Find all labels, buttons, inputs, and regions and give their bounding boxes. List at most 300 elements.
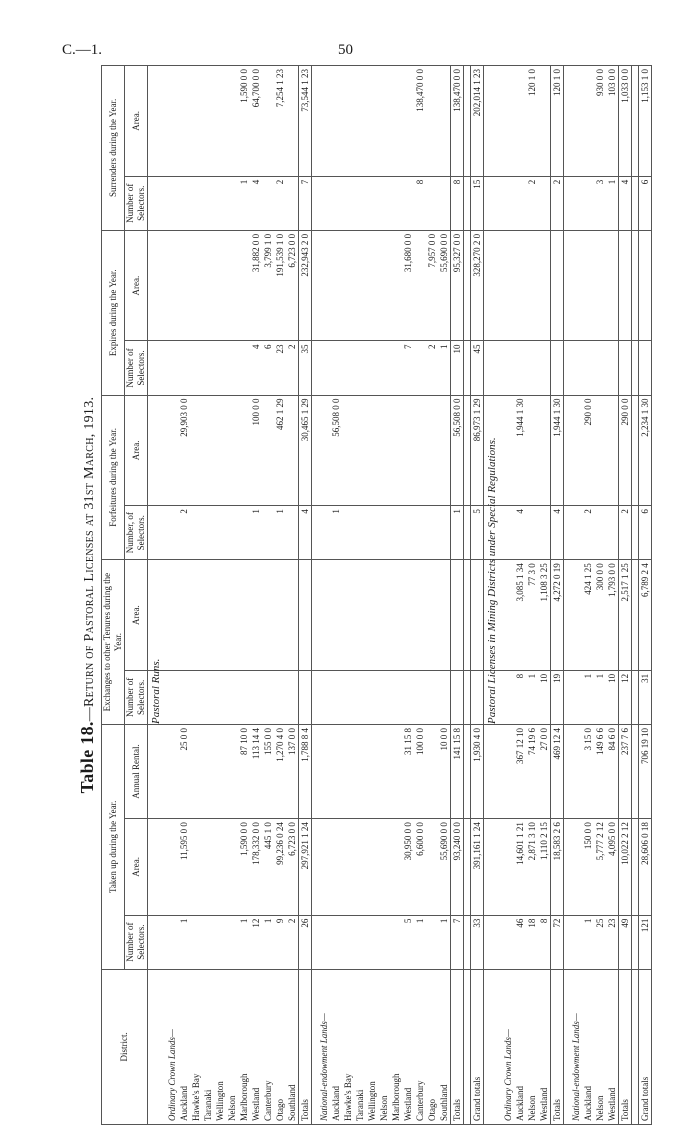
value-cell: 2 bbox=[286, 341, 299, 395]
district-cell: Southland bbox=[438, 969, 451, 1124]
value-cell bbox=[402, 395, 414, 506]
section-banner: Pastoral Licenses in Mining Districts under Special Regulations. bbox=[486, 437, 498, 724]
empty-cell bbox=[166, 176, 178, 230]
value-cell bbox=[330, 560, 342, 671]
value-cell bbox=[178, 670, 190, 724]
value-cell: 3,085 1 34 bbox=[514, 560, 526, 671]
value-cell: 469 12 4 bbox=[551, 724, 564, 818]
value-cell: 87 10 0 bbox=[238, 724, 250, 818]
value-cell bbox=[354, 724, 366, 818]
value-cell bbox=[354, 395, 366, 506]
table-row bbox=[214, 66, 226, 1125]
value-cell: 232,943 2 0 bbox=[299, 230, 312, 341]
grand-totals-row bbox=[471, 66, 484, 1125]
banner-cell bbox=[148, 658, 167, 724]
value-cell bbox=[378, 230, 390, 341]
value-cell: 6 bbox=[639, 176, 652, 230]
value-cell bbox=[551, 341, 564, 395]
value-cell: 1,108 3 25 bbox=[538, 560, 551, 671]
value-cell bbox=[330, 670, 342, 724]
surrenders-header: Surrenders during the Year. bbox=[102, 66, 125, 231]
value-cell: 25 0 0 bbox=[178, 724, 190, 818]
value-cell bbox=[390, 724, 402, 818]
value-cell bbox=[202, 670, 214, 724]
value-cell bbox=[390, 66, 402, 177]
empty-cell bbox=[632, 560, 639, 671]
value-cell: 7 bbox=[299, 176, 312, 230]
value-cell bbox=[262, 66, 274, 177]
value-cell bbox=[378, 341, 390, 395]
value-cell bbox=[366, 506, 378, 560]
value-cell bbox=[594, 506, 606, 560]
value-cell: 25 bbox=[594, 915, 606, 969]
value-cell: 5,777 2 12 bbox=[594, 819, 606, 915]
value-cell: 2 bbox=[619, 506, 632, 560]
empty-cell bbox=[502, 915, 514, 969]
value-cell: 10 bbox=[538, 670, 551, 724]
empty-cell bbox=[632, 506, 639, 560]
empty-cell bbox=[166, 915, 178, 969]
value-cell: 1,793 0 0 bbox=[606, 560, 619, 671]
empty-cell bbox=[464, 506, 471, 560]
value-cell: 1 bbox=[451, 506, 464, 560]
value-cell: 77 3 0 bbox=[526, 560, 538, 671]
value-cell bbox=[342, 724, 354, 818]
value-cell bbox=[238, 670, 250, 724]
value-cell bbox=[366, 670, 378, 724]
value-cell bbox=[451, 670, 464, 724]
value-cell bbox=[402, 506, 414, 560]
banner-spacer bbox=[484, 819, 503, 915]
value-cell bbox=[354, 670, 366, 724]
empty-cell bbox=[166, 724, 178, 818]
value-cell: 18,583 2 6 bbox=[551, 819, 564, 915]
empty-cell bbox=[464, 819, 471, 915]
district-cell: Grand totals bbox=[639, 969, 652, 1124]
value-cell bbox=[354, 230, 366, 341]
value-cell bbox=[354, 560, 366, 671]
empty-cell bbox=[502, 66, 514, 177]
value-cell: 113 14 4 bbox=[250, 724, 262, 818]
value-cell: 290 0 0 bbox=[582, 395, 594, 506]
table-row bbox=[342, 66, 354, 1125]
value-cell bbox=[190, 915, 202, 969]
value-cell: 1 bbox=[438, 915, 451, 969]
district-cell: Totals bbox=[299, 969, 312, 1124]
value-cell: 55,690 0 0 bbox=[438, 819, 451, 915]
value-cell: 391,161 1 24 bbox=[471, 819, 484, 915]
value-cell bbox=[414, 670, 426, 724]
value-cell: 72 bbox=[551, 915, 564, 969]
value-cell bbox=[178, 341, 190, 395]
value-cell: 45 bbox=[471, 341, 484, 395]
value-cell bbox=[226, 66, 238, 177]
value-cell bbox=[354, 341, 366, 395]
empty-cell bbox=[502, 176, 514, 230]
value-cell bbox=[378, 819, 390, 915]
table-row bbox=[426, 66, 438, 1125]
empty-cell bbox=[570, 341, 582, 395]
grand-totals-row bbox=[639, 66, 652, 1125]
land-group-heading-row bbox=[318, 66, 330, 1125]
value-cell bbox=[330, 230, 342, 341]
table-row bbox=[226, 66, 238, 1125]
value-cell bbox=[342, 506, 354, 560]
value-cell: 55,690 0 0 bbox=[438, 230, 451, 341]
value-cell: 4 bbox=[299, 506, 312, 560]
value-cell: 1 bbox=[438, 341, 451, 395]
value-cell bbox=[619, 230, 632, 341]
empty-cell bbox=[570, 230, 582, 341]
empty-cell bbox=[166, 341, 178, 395]
value-cell: 1,930 4 0 bbox=[471, 724, 484, 818]
district-cell: Westland bbox=[250, 969, 262, 1124]
value-cell bbox=[226, 560, 238, 671]
value-cell bbox=[190, 670, 202, 724]
table-row bbox=[202, 66, 214, 1125]
district-cell: Westland bbox=[538, 969, 551, 1124]
value-cell: 31 bbox=[639, 670, 652, 724]
value-cell bbox=[414, 395, 426, 506]
value-cell bbox=[202, 560, 214, 671]
banner-spacer bbox=[148, 395, 167, 506]
value-cell bbox=[402, 560, 414, 671]
empty-cell bbox=[632, 176, 639, 230]
value-cell bbox=[202, 395, 214, 506]
district-cell: Auckland bbox=[330, 969, 342, 1124]
value-cell: 100 0 0 bbox=[250, 395, 262, 506]
table-row bbox=[354, 66, 366, 1125]
banner-spacer bbox=[484, 724, 503, 818]
value-cell bbox=[354, 915, 366, 969]
empty-cell bbox=[166, 819, 178, 915]
table-row bbox=[594, 66, 606, 1125]
empty-cell bbox=[502, 819, 514, 915]
value-cell: 1,033 0 0 bbox=[619, 66, 632, 177]
value-cell: 445 1 0 bbox=[262, 819, 274, 915]
land-group-heading-row bbox=[166, 66, 178, 1125]
exchange-area-header: Area. bbox=[125, 560, 148, 671]
table-body bbox=[148, 66, 652, 1125]
value-cell bbox=[299, 670, 312, 724]
value-cell bbox=[514, 176, 526, 230]
value-cell: 10 bbox=[606, 670, 619, 724]
table-row bbox=[438, 66, 451, 1125]
value-cell bbox=[378, 915, 390, 969]
value-cell: 150 0 0 bbox=[582, 819, 594, 915]
empty-cell bbox=[502, 230, 514, 341]
table-row bbox=[402, 66, 414, 1125]
value-cell: 4 bbox=[619, 176, 632, 230]
forfeit-number-header: Number, of Selectors. bbox=[125, 506, 148, 560]
value-cell bbox=[342, 560, 354, 671]
value-cell bbox=[342, 395, 354, 506]
value-cell bbox=[438, 66, 451, 177]
value-cell bbox=[526, 341, 538, 395]
value-cell bbox=[390, 670, 402, 724]
empty-cell bbox=[632, 395, 639, 506]
empty-cell bbox=[464, 670, 471, 724]
value-cell: 1 bbox=[606, 176, 619, 230]
value-cell bbox=[342, 66, 354, 177]
empty-cell bbox=[502, 506, 514, 560]
value-cell: 137 0 0 bbox=[286, 724, 299, 818]
table-row bbox=[514, 66, 526, 1125]
value-cell: 300 0 0 bbox=[594, 560, 606, 671]
value-cell bbox=[551, 230, 564, 341]
value-cell: 11,595 0 0 bbox=[178, 819, 190, 915]
value-cell: 93,240 0 0 bbox=[451, 819, 464, 915]
value-cell: 2 bbox=[526, 176, 538, 230]
empty-cell bbox=[570, 724, 582, 818]
value-cell bbox=[426, 670, 438, 724]
value-cell bbox=[390, 230, 402, 341]
empty-cell bbox=[166, 506, 178, 560]
value-cell bbox=[286, 176, 299, 230]
value-cell bbox=[190, 819, 202, 915]
value-cell: 462 1 29 bbox=[274, 395, 286, 506]
value-cell: 7 bbox=[451, 915, 464, 969]
table-title-text: —Return of Pastoral Licenses at 31st March, 1913. bbox=[82, 396, 97, 722]
expire-number-header: Number of Selectors. bbox=[125, 341, 148, 395]
exchange-number-header: Number of Selectors. bbox=[125, 670, 148, 724]
value-cell bbox=[366, 66, 378, 177]
value-cell bbox=[214, 66, 226, 177]
value-cell bbox=[471, 560, 484, 671]
table-row bbox=[378, 66, 390, 1125]
value-cell: 1,944 1 30 bbox=[514, 395, 526, 506]
value-cell bbox=[366, 395, 378, 506]
value-cell: 3 15 0 bbox=[582, 724, 594, 818]
value-cell: 6 bbox=[262, 341, 274, 395]
value-cell bbox=[514, 66, 526, 177]
value-cell bbox=[286, 395, 299, 506]
value-cell bbox=[238, 506, 250, 560]
value-cell bbox=[286, 560, 299, 671]
value-cell: 2,234 1 30 bbox=[639, 395, 652, 506]
value-cell: 138,470 0 0 bbox=[414, 66, 426, 177]
forfeit-area-header: Area. bbox=[125, 395, 148, 506]
value-cell: 1,788 8 4 bbox=[299, 724, 312, 818]
value-cell bbox=[330, 819, 342, 915]
value-cell: 2,871 3 10 bbox=[526, 819, 538, 915]
value-cell bbox=[330, 341, 342, 395]
empty-cell bbox=[632, 341, 639, 395]
value-cell bbox=[286, 66, 299, 177]
empty-cell bbox=[166, 670, 178, 724]
empty-cell bbox=[570, 176, 582, 230]
table-row bbox=[286, 66, 299, 1125]
value-cell bbox=[226, 230, 238, 341]
value-cell bbox=[202, 176, 214, 230]
spacer-row bbox=[464, 66, 471, 1125]
value-cell bbox=[226, 176, 238, 230]
expire-area-header: Area. bbox=[125, 230, 148, 341]
header-row-groups bbox=[102, 66, 125, 1125]
value-cell: 1 bbox=[594, 670, 606, 724]
land-group-heading: National-endowment Lands— bbox=[570, 969, 582, 1124]
value-cell bbox=[402, 176, 414, 230]
expires-header: Expires during the Year. bbox=[102, 230, 125, 395]
value-cell bbox=[366, 724, 378, 818]
district-cell: Taranaki bbox=[202, 969, 214, 1124]
value-cell: 1 bbox=[582, 915, 594, 969]
value-cell bbox=[378, 66, 390, 177]
value-cell bbox=[214, 819, 226, 915]
value-cell: 120 1 0 bbox=[551, 66, 564, 177]
table-row bbox=[366, 66, 378, 1125]
land-group-heading-row bbox=[502, 66, 514, 1125]
value-cell bbox=[238, 560, 250, 671]
value-cell bbox=[514, 230, 526, 341]
value-cell: 141 15 8 bbox=[451, 724, 464, 818]
empty-cell bbox=[318, 915, 330, 969]
value-cell bbox=[262, 506, 274, 560]
value-cell bbox=[262, 560, 274, 671]
value-cell bbox=[366, 341, 378, 395]
value-cell: 6,789 2 4 bbox=[639, 560, 652, 671]
value-cell: 5 bbox=[471, 506, 484, 560]
value-cell bbox=[366, 915, 378, 969]
district-cell: Nelson bbox=[226, 969, 238, 1124]
value-cell bbox=[299, 560, 312, 671]
value-cell bbox=[178, 176, 190, 230]
empty-cell bbox=[318, 395, 330, 506]
value-cell bbox=[354, 819, 366, 915]
value-cell bbox=[414, 230, 426, 341]
banner-spacer bbox=[148, 341, 167, 395]
value-cell: 7,957 0 0 bbox=[426, 230, 438, 341]
banner-spacer bbox=[484, 915, 503, 969]
value-cell bbox=[354, 176, 366, 230]
value-cell bbox=[582, 341, 594, 395]
value-cell: 28,606 0 18 bbox=[639, 819, 652, 915]
district-cell: Westland bbox=[606, 969, 619, 1124]
value-cell bbox=[378, 670, 390, 724]
empty-cell bbox=[166, 395, 178, 506]
value-cell: 3 bbox=[594, 176, 606, 230]
district-cell: Southland bbox=[286, 969, 299, 1124]
banner-cell bbox=[484, 437, 503, 724]
value-cell: 49 bbox=[619, 915, 632, 969]
value-cell: 29,903 0 0 bbox=[178, 395, 190, 506]
value-cell bbox=[342, 176, 354, 230]
banner-spacer bbox=[148, 66, 167, 177]
value-cell bbox=[594, 395, 606, 506]
value-cell: 4 bbox=[250, 176, 262, 230]
value-cell: 2,517 1 25 bbox=[619, 560, 632, 671]
banner-spacer bbox=[484, 341, 503, 395]
value-cell bbox=[402, 670, 414, 724]
value-cell: 1,270 4 0 bbox=[274, 724, 286, 818]
value-cell bbox=[390, 176, 402, 230]
table-row bbox=[330, 66, 342, 1125]
value-cell bbox=[390, 819, 402, 915]
value-cell: 10 0 0 bbox=[438, 724, 451, 818]
empty-cell bbox=[632, 915, 639, 969]
table-row bbox=[526, 66, 538, 1125]
table-row bbox=[262, 66, 274, 1125]
value-cell: 95,327 0 0 bbox=[451, 230, 464, 341]
empty-cell bbox=[464, 176, 471, 230]
value-cell bbox=[286, 506, 299, 560]
value-cell: 1 bbox=[414, 915, 426, 969]
value-cell bbox=[390, 395, 402, 506]
banner-spacer bbox=[484, 230, 503, 341]
empty-cell bbox=[464, 560, 471, 671]
section-banner-row bbox=[148, 66, 167, 1125]
value-cell: 1,590 0 0 bbox=[238, 66, 250, 177]
value-cell: 73,544 1 23 bbox=[299, 66, 312, 177]
value-cell: 1,590 0 0 bbox=[238, 819, 250, 915]
value-cell bbox=[414, 560, 426, 671]
taken-area-header: Area. bbox=[125, 819, 148, 915]
empty-cell bbox=[464, 66, 471, 177]
value-cell: 1,110 2 15 bbox=[538, 819, 551, 915]
taken-number-header: Number of Selectors. bbox=[125, 915, 148, 969]
value-cell bbox=[190, 724, 202, 818]
value-cell bbox=[226, 819, 238, 915]
surrender-area-header: Area. bbox=[125, 66, 148, 177]
value-cell: 1 bbox=[330, 506, 342, 560]
land-group-heading: National-endowment Lands— bbox=[318, 969, 330, 1124]
value-cell: 2 bbox=[286, 915, 299, 969]
table-row bbox=[178, 66, 190, 1125]
empty-cell bbox=[318, 176, 330, 230]
value-cell bbox=[342, 341, 354, 395]
value-cell: 2 bbox=[551, 176, 564, 230]
value-cell: 46 bbox=[514, 915, 526, 969]
table-number: Table 18. bbox=[77, 721, 97, 794]
value-cell bbox=[390, 506, 402, 560]
table-row bbox=[250, 66, 262, 1125]
value-cell: 138,470 0 0 bbox=[451, 66, 464, 177]
district-cell: Canterbury bbox=[262, 969, 274, 1124]
surrender-number-header: Number of Selectors. bbox=[125, 176, 148, 230]
value-cell: 10,022 2 12 bbox=[619, 819, 632, 915]
value-cell bbox=[342, 915, 354, 969]
spacer-row bbox=[632, 66, 639, 1125]
value-cell bbox=[606, 341, 619, 395]
value-cell: 7 bbox=[402, 341, 414, 395]
value-cell: 4,095 0 0 bbox=[606, 819, 619, 915]
value-cell: 1 bbox=[526, 670, 538, 724]
empty-cell bbox=[318, 670, 330, 724]
value-cell: 6,723 0 0 bbox=[286, 819, 299, 915]
value-cell: 18 bbox=[526, 915, 538, 969]
value-cell bbox=[378, 506, 390, 560]
value-cell bbox=[214, 176, 226, 230]
value-cell bbox=[202, 506, 214, 560]
value-cell bbox=[366, 230, 378, 341]
value-cell: 328,270 2 0 bbox=[471, 230, 484, 341]
value-cell bbox=[426, 395, 438, 506]
empty-cell bbox=[502, 341, 514, 395]
value-cell: 31 15 8 bbox=[402, 724, 414, 818]
value-cell bbox=[606, 230, 619, 341]
empty-cell bbox=[632, 670, 639, 724]
value-cell bbox=[438, 670, 451, 724]
value-cell bbox=[190, 341, 202, 395]
district-cell: Totals bbox=[551, 969, 564, 1124]
value-cell: 103 0 0 bbox=[606, 66, 619, 177]
value-cell: 23 bbox=[606, 915, 619, 969]
value-cell bbox=[354, 506, 366, 560]
table-row bbox=[274, 66, 286, 1125]
value-cell bbox=[274, 560, 286, 671]
value-cell bbox=[214, 395, 226, 506]
value-cell bbox=[262, 395, 274, 506]
